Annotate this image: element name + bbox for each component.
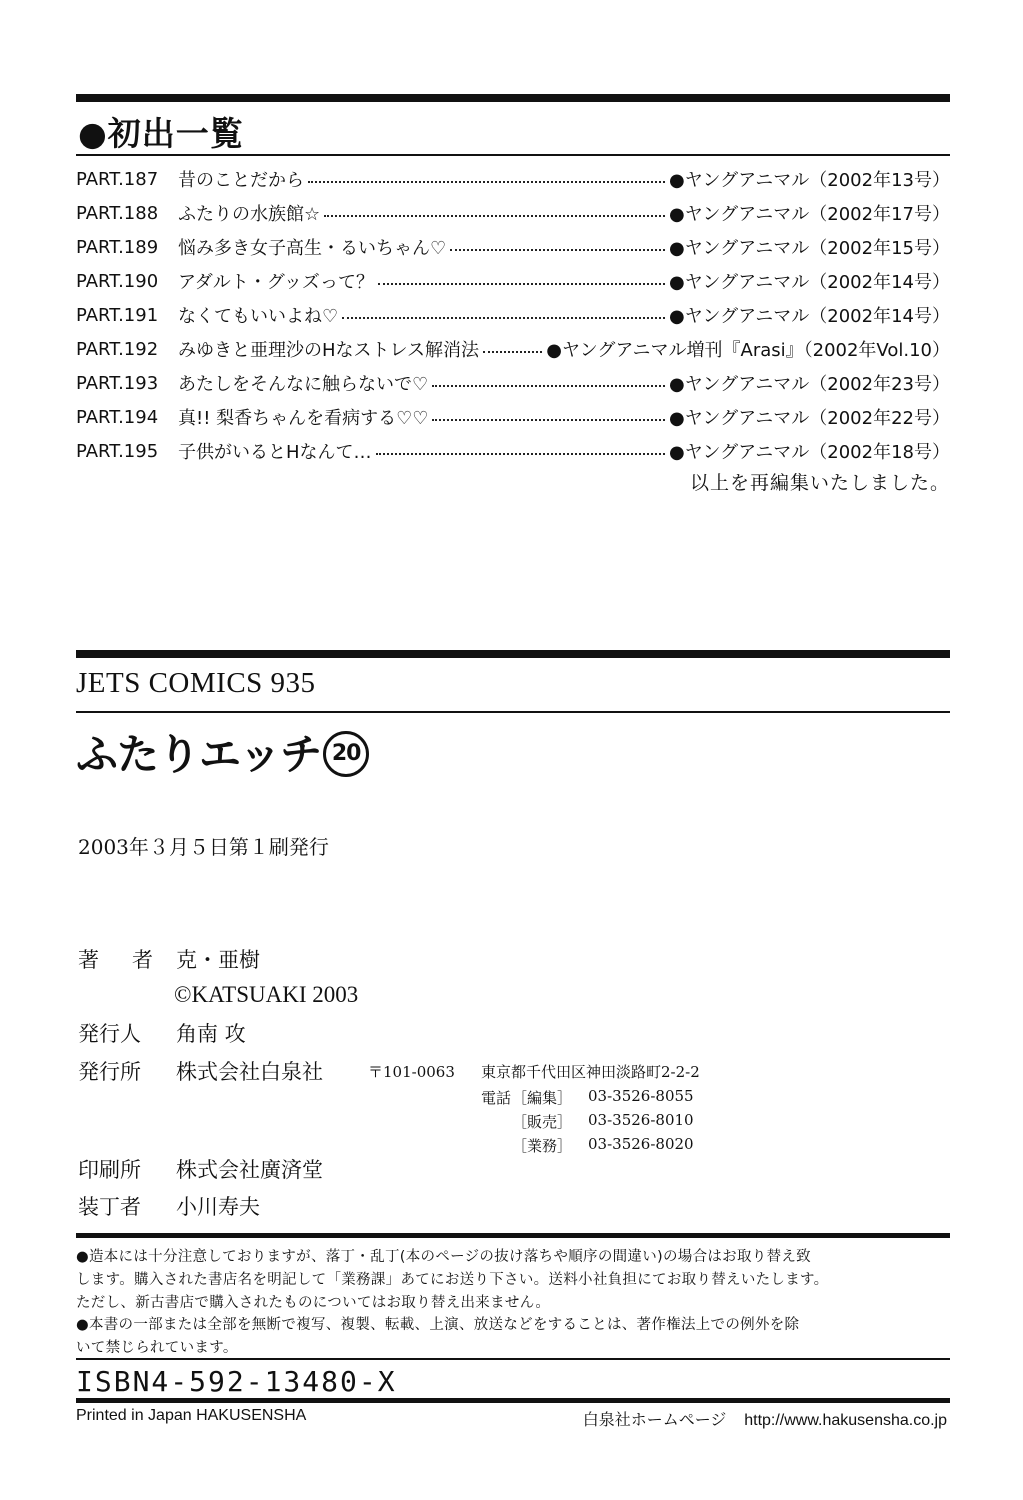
toc-leader-dots: [450, 249, 665, 251]
isbn: ISBN4-592-13480-X: [76, 1365, 397, 1398]
notice-line: ●本書の一部または全部を無断で複写、複製、転載、上演、放送などをすることは、著作権法上での例外を除: [76, 1317, 800, 1333]
phone-number-operations: 03-3526-8020: [588, 1135, 694, 1153]
homepage-label: 白泉社ホームページ: [582, 1412, 727, 1429]
toc-chapter-title: 子供がいるとHなんて…: [178, 442, 372, 463]
toc-chapter-title: あたしをそんなに触らないで♡: [178, 374, 429, 395]
toc-leader-dots: [342, 317, 665, 319]
toc-entry: [76, 198, 950, 228]
author-label: 著 者: [78, 948, 159, 972]
toc-chapter-title: 真!! 梨香ちゃんを看病する♡♡: [178, 408, 429, 429]
phone-dept-edit: ［編集］: [512, 1089, 573, 1107]
toc-source: ●ヤングアニマル（2002年23号）: [669, 374, 950, 395]
phone-number-edit: 03-3526-8055: [588, 1087, 694, 1105]
phone-number-sales: 03-3526-8010: [588, 1111, 694, 1129]
designer-name: 小川寿夫: [176, 1195, 260, 1219]
toc-entry: [76, 402, 950, 432]
toc-entry: [76, 300, 950, 330]
series-rule: [76, 711, 950, 713]
toc-source: ●ヤングアニマル増刊『Arasi』（2002年Vol.10）: [546, 340, 950, 361]
toc-part-number: PART.195: [76, 440, 159, 462]
copyright-notice: ©KATSUAKI 2003: [174, 982, 359, 1007]
notice-top-rule: [76, 1233, 950, 1238]
toc-part-number: PART.194: [76, 406, 159, 428]
toc-leader-dots: [432, 419, 665, 421]
toc-part-number: PART.187: [76, 168, 159, 190]
printed-in-japan: Printed in Japan HAKUSENSHA: [76, 1407, 307, 1424]
toc-source: ●ヤングアニマル（2002年14号）: [669, 272, 950, 293]
phone-label: 電話: [481, 1089, 512, 1107]
isbn-rule: [76, 1398, 950, 1403]
toc-leader-dots: [308, 181, 665, 183]
publication-date: 2003年３月５日第１刷発行: [78, 835, 329, 859]
toc-part-number: PART.193: [76, 372, 159, 394]
toc-part-number: PART.191: [76, 304, 159, 326]
toc-source: ●ヤングアニマル（2002年15号）: [669, 238, 950, 259]
book-title: [76, 722, 369, 782]
notice-bottom-rule: [76, 1358, 950, 1360]
notice-line: ●造本には十分注意しておりますが、落丁・乱丁(本のページの抜け落ちや順序の間違い)の場合はお取り替え致: [76, 1249, 811, 1265]
notice-line: します。購入された書店名を明記して「業務課」あてにお送り下さい。送料小社負担にてお取り替えいたします。: [76, 1272, 829, 1288]
notice-line: ただし、新古書店で購入されたものについてはお取り替え出来ません。: [76, 1295, 551, 1311]
toc-leader-dots: [432, 385, 665, 387]
publisher-homepage: [583, 1407, 947, 1430]
reedit-note: 以上を再編集いたしました。: [689, 472, 950, 494]
series-name: JETS COMICS 935: [76, 667, 316, 699]
toc-entry: [76, 266, 950, 296]
section-title: ●初出一覧: [78, 114, 244, 153]
toc-leader-dots: [483, 351, 542, 353]
toc-chapter-title: ふたりの水族館☆: [178, 204, 321, 225]
phone-dept-sales: ［販売］: [512, 1113, 573, 1131]
toc-chapter-title: 昔のことだから: [178, 170, 304, 191]
author-name: 克・亜樹: [176, 948, 260, 972]
homepage-url[interactable]: http://www.hakusensha.co.jp: [744, 1412, 947, 1429]
toc-part-number: PART.189: [76, 236, 159, 258]
volume-number-badge: 20: [323, 731, 369, 777]
toc-chapter-title: 悩み多き女子高生・るいちゃん♡: [178, 238, 447, 259]
publisher-label: 発行所: [78, 1060, 141, 1084]
printer-label: 印刷所: [78, 1158, 141, 1182]
publisher-address: 東京都千代田区神田淡路町2-2-2: [481, 1063, 700, 1081]
toc-entry: [76, 436, 950, 466]
postal-code: 〒101-0063: [368, 1063, 455, 1081]
toc-chapter-title: なくてもいいよね♡: [178, 306, 339, 327]
toc-leader-dots: [378, 283, 665, 285]
toc-entry: [76, 334, 950, 364]
toc-chapter-title: アダルト・グッズって？: [178, 272, 375, 293]
printer-name: 株式会社廣済堂: [176, 1158, 323, 1182]
toc-source: ●ヤングアニマル（2002年13号）: [669, 170, 950, 191]
notice-line: いて禁じられています。: [76, 1340, 238, 1356]
toc-part-number: PART.190: [76, 270, 159, 292]
designer-label: 装丁者: [78, 1195, 141, 1219]
toc-source: ●ヤングアニマル（2002年14号）: [669, 306, 950, 327]
toc-part-number: PART.188: [76, 202, 159, 224]
publisher-name: 株式会社白泉社: [176, 1060, 323, 1084]
phone-dept-operations: ［業務］: [512, 1137, 573, 1155]
publisher-person: 角南 攻: [176, 1022, 246, 1046]
toc-source: ●ヤングアニマル（2002年22号）: [669, 408, 950, 429]
toc-leader-dots: [376, 453, 665, 455]
toc-entry: [76, 232, 950, 262]
toc-entry: [76, 368, 950, 398]
toc-chapter-title: みゆきと亜理沙のHなストレス解消法: [178, 340, 479, 361]
toc-entry: [76, 164, 950, 194]
colophon-top-rule: [76, 650, 950, 658]
toc-source: ●ヤングアニマル（2002年17号）: [669, 204, 950, 225]
top-rule: [76, 94, 950, 102]
toc-source: ●ヤングアニマル（2002年18号）: [669, 442, 950, 463]
publisher-person-label: 発行人: [78, 1022, 141, 1046]
toc-part-number: PART.192: [76, 338, 159, 360]
toc-leader-dots: [324, 215, 665, 217]
section-title-rule: [76, 154, 950, 156]
book-title-text: ふたりエッチ: [76, 730, 322, 779]
